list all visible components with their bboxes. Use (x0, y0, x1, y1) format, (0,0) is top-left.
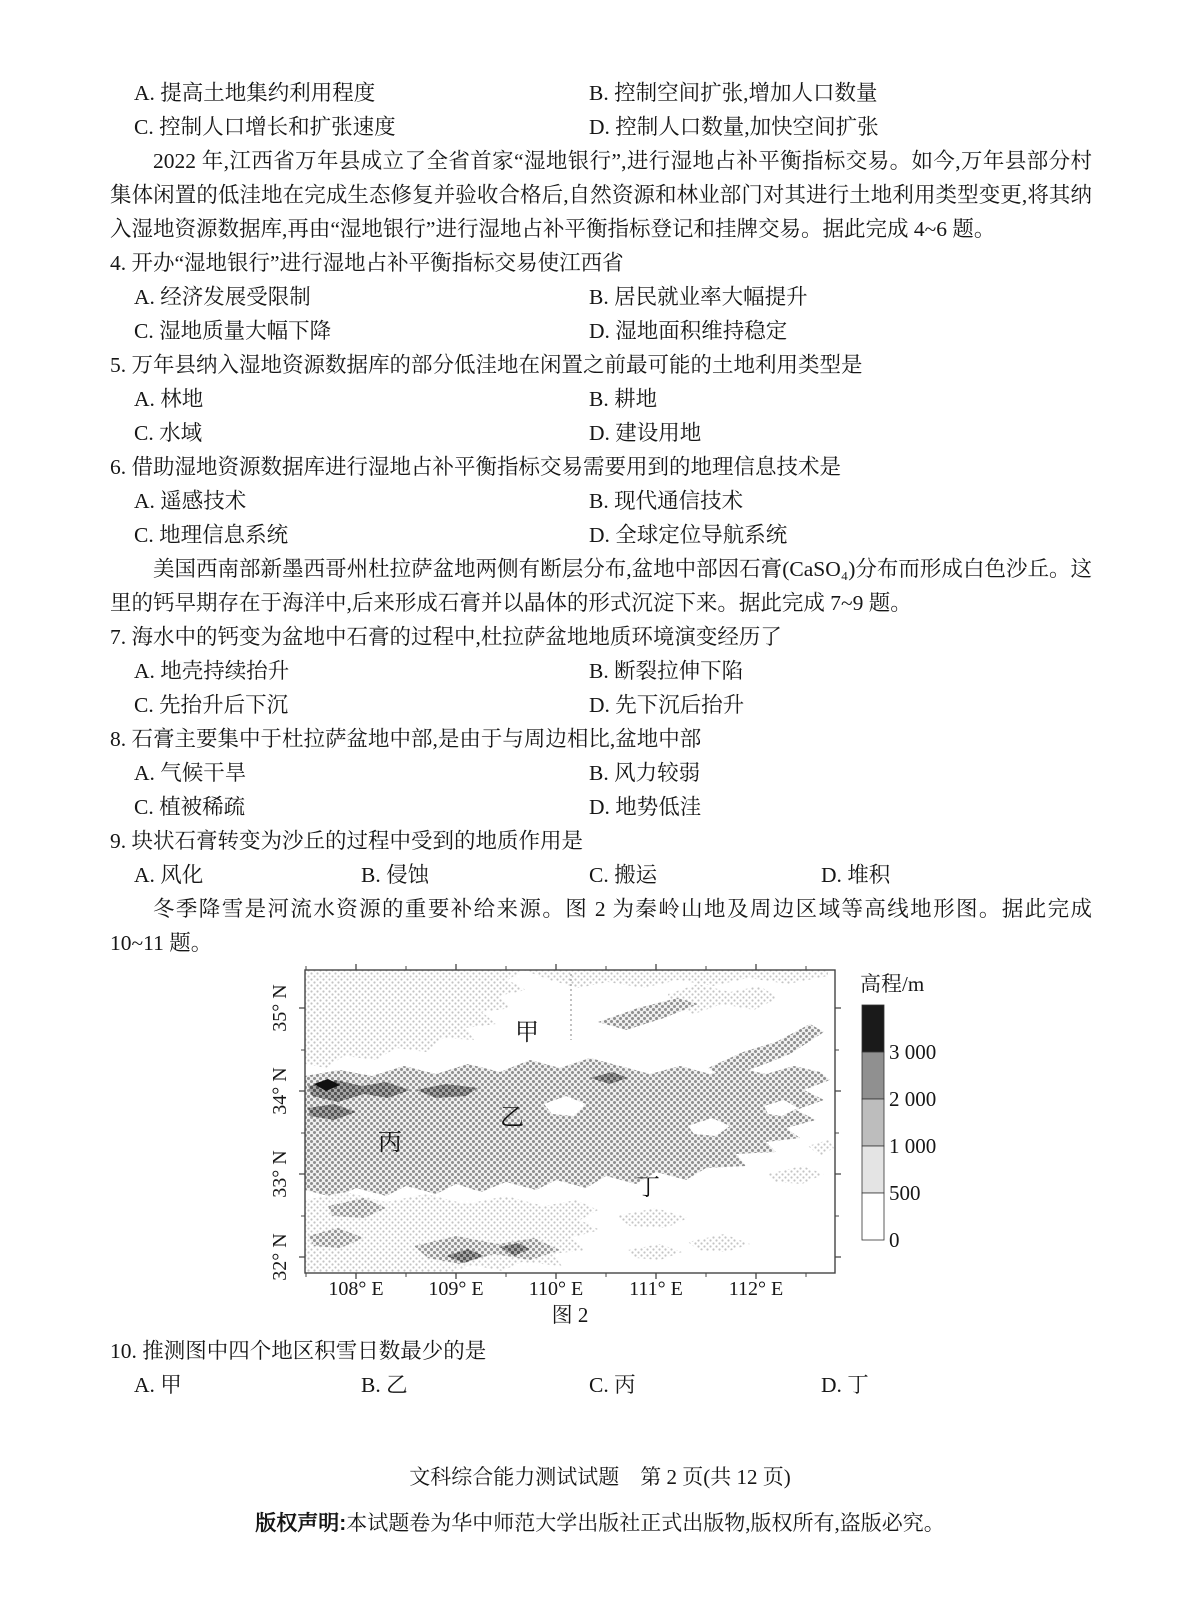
option-a: A. 风化 (134, 863, 204, 887)
option-c: C. 丙 (589, 1373, 636, 1397)
option-a: A. 提高土地集约利用程度 (134, 81, 376, 105)
terrain-patch (688, 1234, 750, 1252)
option-c: C. 水域 (134, 421, 203, 445)
question7-option-row (110, 654, 1092, 688)
option-d: D. 全球定位导航系统 (589, 523, 788, 547)
copyright-label: 版权声明: (255, 1512, 347, 1535)
topographic-map (268, 960, 948, 1300)
option-b: B. 居民就业率大幅提升 (589, 285, 808, 309)
question8-option-row (110, 756, 1092, 790)
legend-label: 3 000 (889, 1040, 937, 1064)
legend-band-0 (862, 1193, 884, 1240)
question6-option-row (110, 484, 1092, 518)
question8-stem: 8. 石膏主要集中于杜拉萨盆地中部,是由于与周边相比,盆地中部 (110, 727, 702, 751)
y-tick-label: 35° N (269, 984, 291, 1032)
option-c: C. 搬运 (589, 863, 658, 887)
option-a: A. 经济发展受限制 (134, 285, 311, 309)
option-d: D. 建设用地 (589, 421, 702, 445)
legend-band-500 (862, 1146, 884, 1193)
figure-2 (110, 960, 1092, 1330)
copyright-text: 本试题卷为华中师范大学出版社正式出版物,版权所有,盗版必究。 (346, 1511, 945, 1535)
option-c: C. 地理信息系统 (134, 523, 289, 547)
legend-label: 1 000 (889, 1134, 937, 1158)
x-tick-label: 111° E (629, 1278, 683, 1300)
option-c: C. 湿地质量大幅下降 (134, 319, 332, 343)
legend-band-2000 (862, 1052, 884, 1099)
option-a: A. 地壳持续抬升 (134, 659, 290, 683)
option-b: B. 耕地 (589, 387, 658, 411)
option-c: C. 控制人口增长和扩张速度 (134, 115, 396, 139)
question5-option-row (110, 416, 1092, 450)
option-d: D. 湿地面积维持稳定 (589, 319, 788, 343)
x-tick-label: 108° E (328, 1278, 384, 1300)
option-d: D. 堆积 (821, 863, 891, 887)
question4-option-row (110, 314, 1092, 348)
copyright-line (0, 1508, 1200, 1539)
question4-stem: 4. 开办“湿地银行”进行湿地占补平衡指标交易使江西省 (110, 251, 624, 275)
question3-option-row (110, 110, 1092, 144)
terrain-patch (628, 1244, 682, 1260)
y-tick-label: 34° N (269, 1067, 291, 1115)
legend-title: 高程/m (860, 972, 925, 996)
question5-option-row (110, 382, 1092, 416)
region-label-bing: 丙 (378, 1130, 402, 1156)
passage-gypsum: 美国西南部新墨西哥州杜拉萨盆地两侧有断层分布,盆地中部因石膏(CaSO₄)分布而形成白色沙丘。这里的钙早期存在于海洋中,后来形成石膏并以晶体的形式沉淀下来。据此完成 7~9 题。 (110, 557, 1092, 615)
question8-option-row (110, 790, 1092, 824)
option-d: D. 地势低洼 (589, 795, 702, 819)
question5-stem: 5. 万年县纳入湿地资源数据库的部分低洼地在闲置之前最可能的土地利用类型是 (110, 353, 863, 377)
question9-stem: 9. 块状石膏转变为沙丘的过程中受到的地质作用是 (110, 829, 584, 853)
legend-label: 2 000 (889, 1087, 937, 1111)
option-a: A. 甲 (134, 1373, 182, 1397)
terrain-patch (808, 1140, 834, 1156)
question7-stem: 7. 海水中的钙变为盆地中石膏的过程中,杜拉萨盆地地质环境演变经历了 (110, 625, 782, 649)
terrain-patch (305, 970, 526, 1068)
x-tick-label: 109° E (428, 1278, 484, 1300)
option-b: B. 风力较弱 (589, 761, 701, 785)
y-tick-label: 33° N (269, 1150, 291, 1198)
figure-caption: 图 2 (551, 1303, 589, 1327)
question9-option-row (110, 858, 1092, 892)
terrain-shading (305, 970, 834, 1272)
terrain-patch (523, 970, 828, 988)
x-tick-label: 110° E (528, 1278, 584, 1300)
question6-option-row (110, 518, 1092, 552)
option-b: B. 乙 (361, 1373, 408, 1397)
question7-option-row (110, 688, 1092, 722)
y-tick-label: 32° N (269, 1233, 291, 1281)
legend-label: 500 (889, 1181, 921, 1205)
passage-wetland: 2022 年,江西省万年县成立了全省首家“湿地银行”,进行湿地占补平衡指标交易。如今,万年县部分村集体闲置的低洼地在完成生态修复并验收合格后,自然资源和林业部门对其进行土地利用类型变更,将其纳入湿地资源数据库,再由“湿地银行”进行湿地占补平衡指标登记和挂牌交易。据此完成 4~6 题。 (110, 149, 1092, 241)
option-b: B. 现代通信技术 (589, 489, 744, 513)
question10-option-row (110, 1368, 1092, 1402)
option-d: D. 丁 (821, 1373, 869, 1397)
terrain-patch (598, 998, 698, 1030)
question6-stem: 6. 借助湿地资源数据库进行湿地占补平衡指标交易需要用到的地理信息技术是 (110, 455, 842, 479)
x-tick-label: 112° E (728, 1278, 784, 1300)
option-c: C. 先抬升后下沉 (134, 693, 289, 717)
legend-label: 0 (889, 1228, 900, 1252)
option-c: C. 植被稀疏 (134, 795, 246, 819)
question4-option-row (110, 280, 1092, 314)
page-number-line: 文科综合能力测试试题 第 2 页(共 12 页) (409, 1465, 791, 1489)
option-b: B. 控制空间扩张,增加人口数量 (589, 81, 878, 105)
terrain-patch (305, 1058, 830, 1198)
option-b: B. 断裂拉伸下陷 (589, 659, 744, 683)
option-a: A. 气候干旱 (134, 761, 247, 785)
option-b: B. 侵蚀 (361, 863, 430, 887)
option-d: D. 先下沉后抬升 (589, 693, 745, 717)
page-content (110, 76, 1092, 1402)
region-label-yi: 乙 (500, 1105, 524, 1131)
option-a: A. 遥感技术 (134, 489, 247, 513)
region-label-jia: 甲 (515, 1020, 539, 1046)
legend-band-3000 (862, 1005, 884, 1052)
region-label-ding: 丁 (636, 1175, 660, 1201)
option-d: D. 控制人口数量,加快空间扩张 (589, 115, 879, 139)
terrain-patch (768, 1166, 824, 1184)
question3-option-row (110, 76, 1092, 110)
option-a: A. 林地 (134, 387, 204, 411)
terrain-patch (616, 1208, 688, 1228)
legend-band-1000 (862, 1099, 884, 1146)
passage-snow: 冬季降雪是河流水资源的重要补给来源。图 2 为秦岭山地及周边区域等高线地形图。据此完成 10~11 题。 (110, 897, 1092, 955)
question10-stem: 10. 推测图中四个地区积雪日数最少的是 (110, 1339, 487, 1363)
